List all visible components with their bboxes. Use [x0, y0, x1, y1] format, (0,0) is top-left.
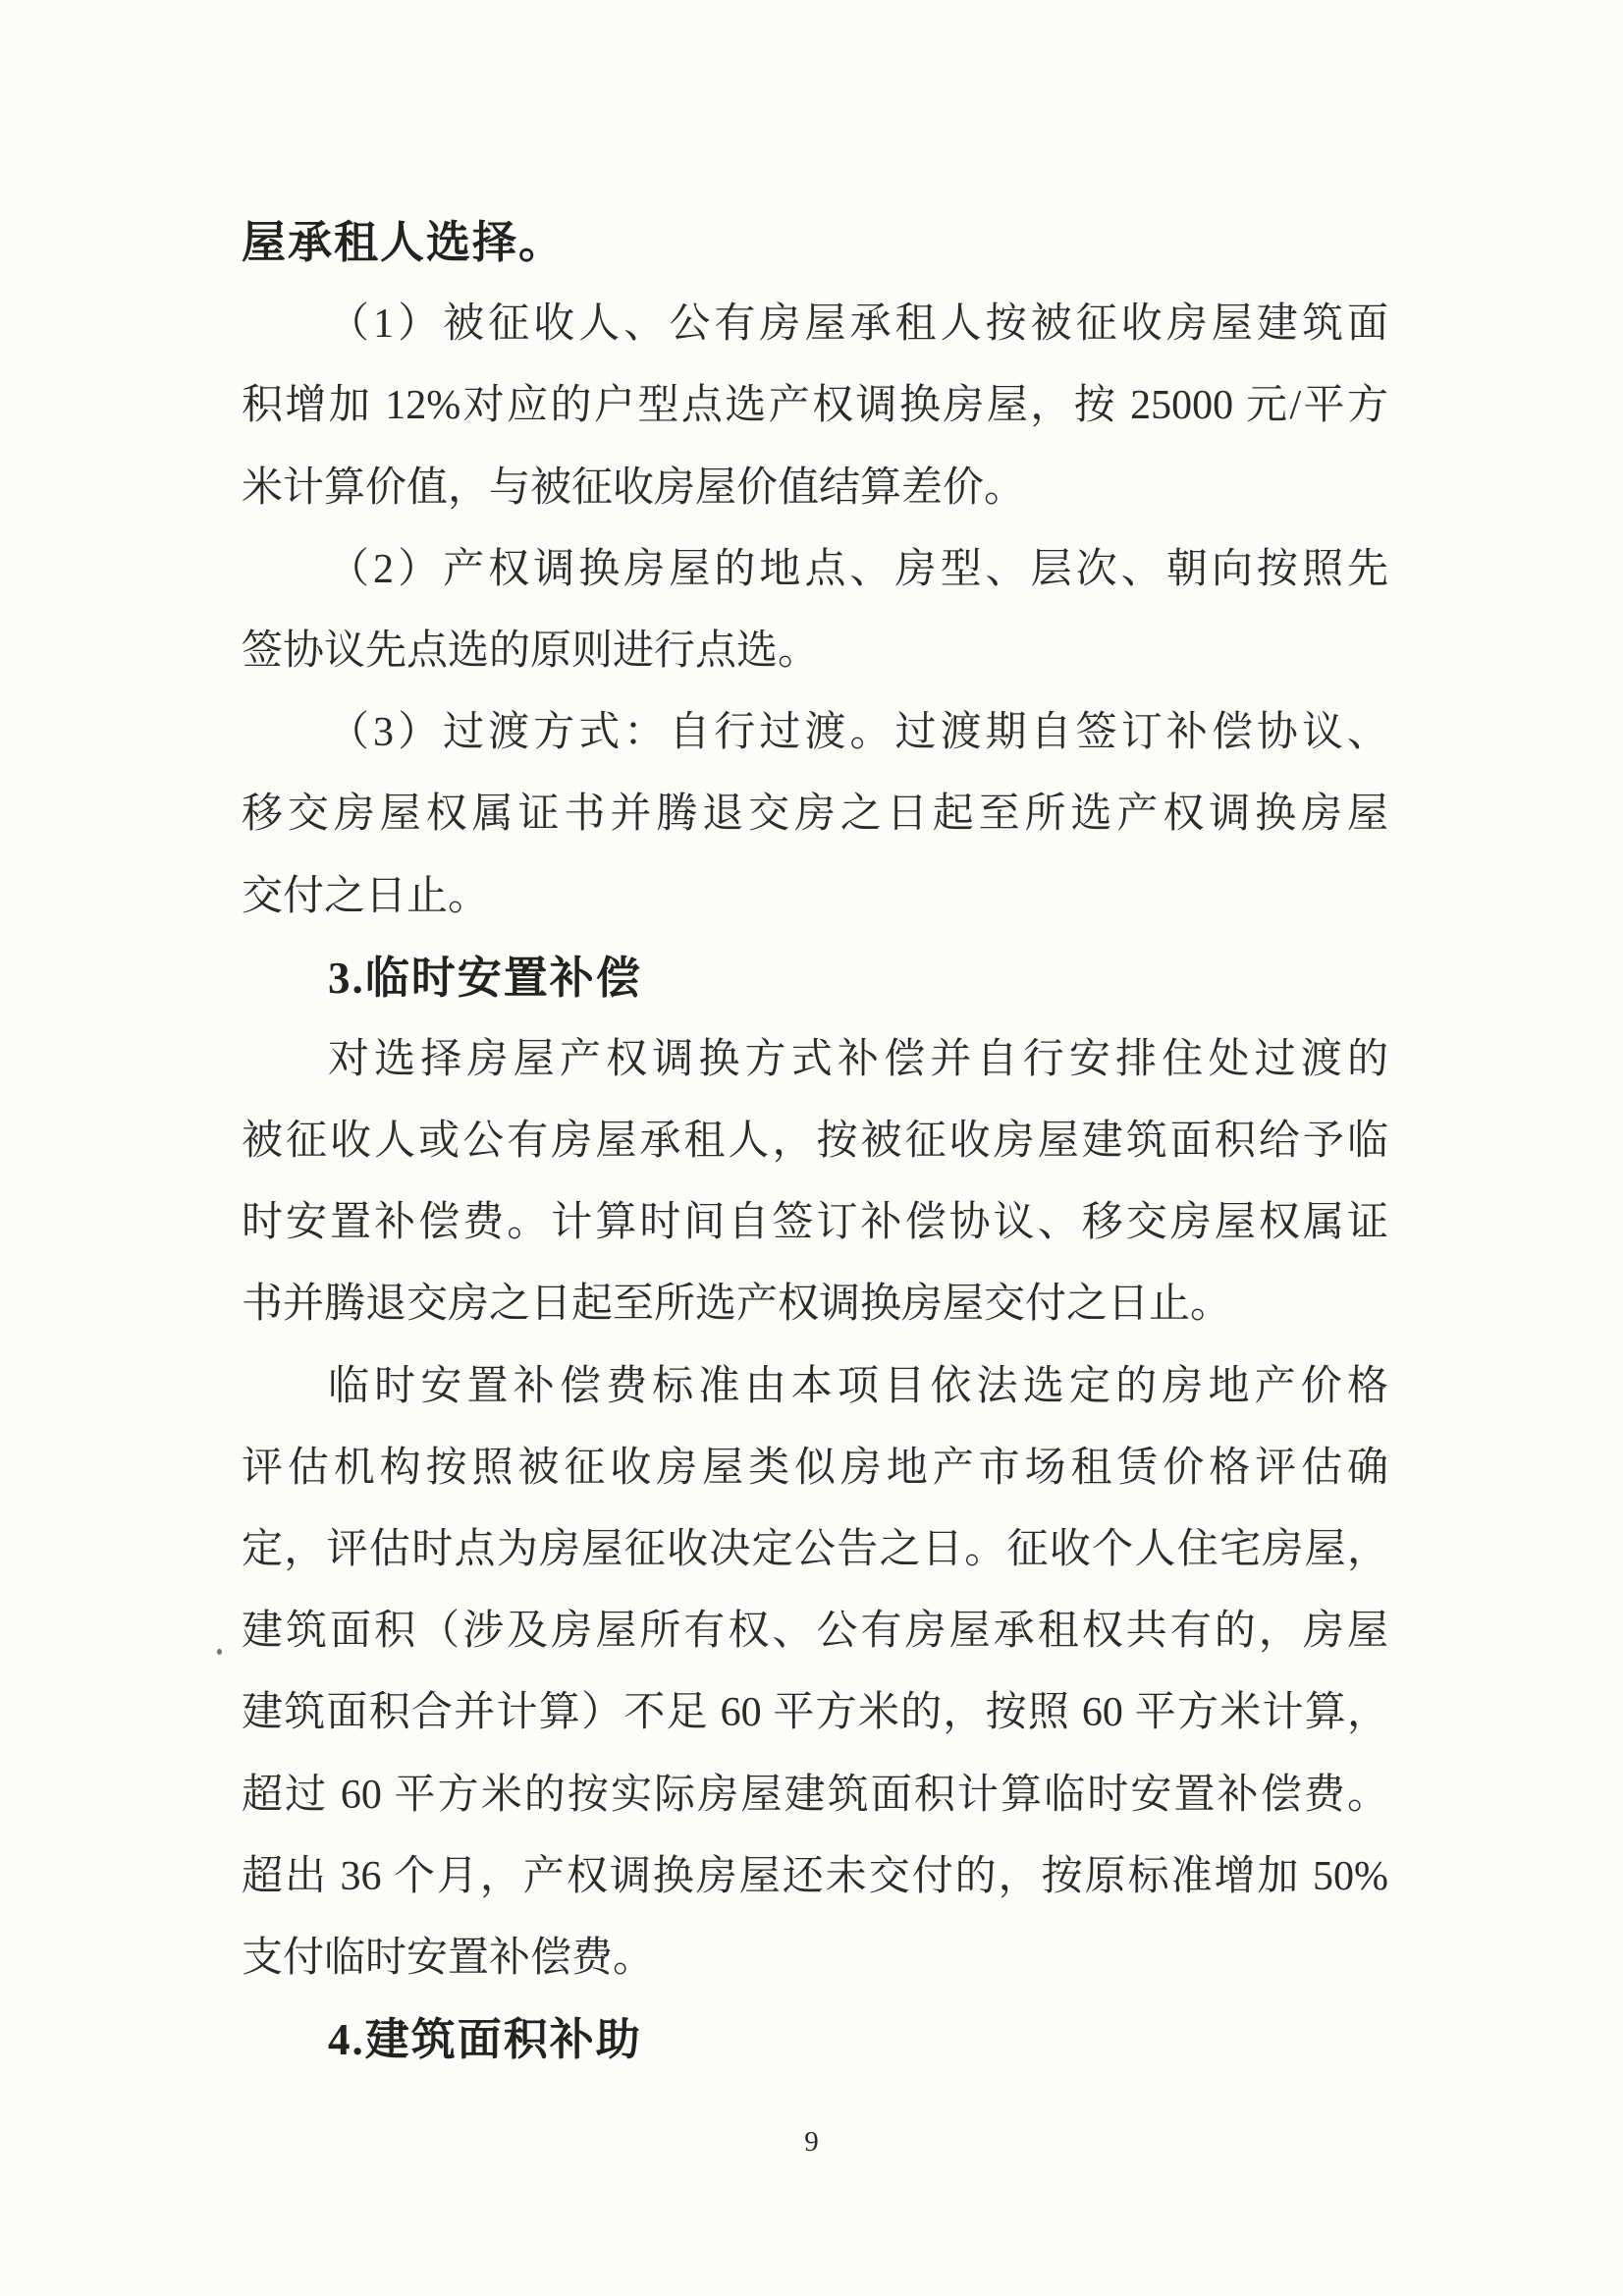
text-line: 支付临时安置补偿费。	[242, 1935, 655, 1981]
text-line: 建筑面积合并计算）不足 60 平方米的，按照 60 平方米计算，	[242, 1690, 1388, 1736]
text-line: 3.临时安置补偿	[328, 953, 642, 1003]
text-line: 米计算价值，与被征收房屋价值结算差价。	[242, 465, 1026, 511]
text-line: （2）产权调换房屋的地点、房型、层次、朝向按照先	[328, 546, 1388, 592]
text-line: 超出 36 个月，产权调换房屋还未交付的，按原标准增加 50%	[242, 1853, 1388, 1899]
text-line: 交付之日止。	[242, 873, 490, 919]
text-line: 超过 60 平方米的按实际房屋建筑面积计算临时安置补偿费。	[242, 1772, 1388, 1818]
text-line: （3）过渡方式：自行过渡。过渡期自签订补偿协议、	[328, 710, 1388, 756]
text-line: 积增加 12%对应的户型点选产权调换房屋，按 25000 元/平方	[242, 383, 1388, 429]
text-line: 对选择房屋产权调换方式补偿并自行安排住处过渡的	[328, 1036, 1388, 1082]
text-line: 签协议先点选的原则进行点选。	[242, 628, 820, 674]
text-line: 定，评估时点为房屋征收决定公告之日。征收个人住宅房屋，	[242, 1527, 1388, 1572]
text-line: 被征收人或公有房屋承租人，按被征收房屋建筑面积给予临	[242, 1119, 1388, 1165]
text-line: 4.建筑面积补助	[328, 2015, 642, 2065]
text-line: 屋承租人选择。	[242, 218, 566, 267]
scan-speck	[217, 1649, 222, 1655]
text-line: 书并腾退交房之日起至所选产权调换房屋交付之日止。	[242, 1282, 1232, 1328]
text-line: 建筑面积（涉及房屋所有权、公有房屋承租权共有的，房屋	[242, 1609, 1388, 1655]
page-number: 9	[804, 2126, 819, 2158]
text-line: （1）被征收人、公有房屋承租人按被征收房屋建筑面	[328, 301, 1388, 348]
text-line: 临时安置补偿费标准由本项目依法选定的房地产价格	[328, 1363, 1388, 1409]
text-line: 时安置补偿费。计算时间自签订补偿协议、移交房屋权属证	[242, 1200, 1388, 1246]
text-line: 移交房屋权属证书并腾退交房之日起至所选产权调换房屋	[242, 792, 1388, 838]
text-line: 评估机构按照被征收房屋类似房地产市场租赁价格评估确	[242, 1445, 1388, 1491]
document-body	[242, 202, 1388, 2081]
